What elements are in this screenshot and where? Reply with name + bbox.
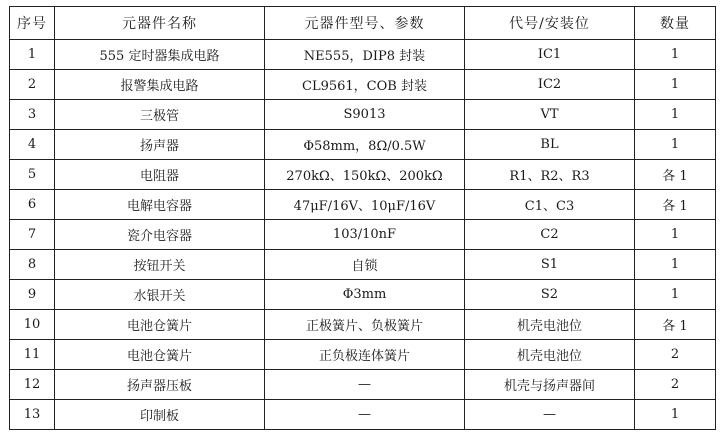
cell-name: 三极管 [55,100,265,130]
header-model-params: 元器件型号、参数 [265,7,465,40]
cell-designator: IC1 [465,40,635,70]
table-header-row [10,7,716,40]
cell-model: NE555，DIP8 封装 [265,40,465,70]
cell-name: 电池仓簧片 [55,340,265,370]
cell-designator: 机壳与扬声器间 [465,370,635,400]
cell-index: 5 [10,160,55,190]
cell-model: 47μF/16V、10μF/16V [265,190,465,220]
cell-designator: IC2 [465,70,635,100]
cell-model: — [265,370,465,400]
cell-model: Φ3mm [265,280,465,310]
cell-model: 103/10nF [265,220,465,250]
cell-model: CL9561，COB 封装 [265,70,465,100]
table-row [10,190,716,220]
cell-index: 2 [10,70,55,100]
header-quantity: 数量 [635,7,716,40]
cell-quantity: 2 [635,370,716,400]
cell-quantity: 1 [635,130,716,160]
cell-quantity: 1 [635,250,716,280]
cell-designator: C2 [465,220,635,250]
header-designator: 代号/安装位 [465,7,635,40]
cell-index: 8 [10,250,55,280]
cell-name: 印制板 [55,400,265,430]
cell-designator: 机壳电池位 [465,340,635,370]
cell-designator: C1、C3 [465,190,635,220]
table-row [10,40,716,70]
cell-quantity: 2 [635,340,716,370]
cell-quantity: 1 [635,220,716,250]
table-row [10,250,716,280]
cell-model: — [265,400,465,430]
table-row [10,370,716,400]
table-row [10,400,716,430]
cell-name: 扬声器压板 [55,370,265,400]
cell-name: 电解电容器 [55,190,265,220]
cell-index: 12 [10,370,55,400]
cell-name: 555 定时器集成电路 [55,40,265,70]
cell-designator: S2 [465,280,635,310]
cell-index: 13 [10,400,55,430]
cell-model: 自锁 [265,250,465,280]
components-table [9,6,716,430]
cell-quantity: 1 [635,280,716,310]
table-row [10,340,716,370]
cell-index: 1 [10,40,55,70]
cell-quantity: 各 1 [635,160,716,190]
cell-index: 10 [10,310,55,340]
cell-model: S9013 [265,100,465,130]
cell-designator: R1、R2、R3 [465,160,635,190]
cell-model: 正极簧片、负极簧片 [265,310,465,340]
cell-index: 11 [10,340,55,370]
cell-index: 4 [10,130,55,160]
cell-model: 270kΩ、150kΩ、200kΩ [265,160,465,190]
cell-designator: BL [465,130,635,160]
cell-quantity: 1 [635,100,716,130]
cell-quantity: 1 [635,40,716,70]
cell-model: 正负极连体簧片 [265,340,465,370]
cell-designator: S1 [465,250,635,280]
cell-index: 7 [10,220,55,250]
cell-quantity: 1 [635,400,716,430]
cell-quantity: 1 [635,70,716,100]
cell-quantity: 各 1 [635,190,716,220]
cell-name: 扬声器 [55,130,265,160]
cell-index: 3 [10,100,55,130]
table-row [10,160,716,190]
table-row [10,100,716,130]
table-row [10,220,716,250]
table-row [10,310,716,340]
table-row [10,70,716,100]
cell-designator: 机壳电池位 [465,310,635,340]
header-index: 序号 [10,7,55,40]
cell-quantity: 各 1 [635,310,716,340]
cell-model: Φ58mm，8Ω/0.5W [265,130,465,160]
table-row [10,130,716,160]
cell-index: 6 [10,190,55,220]
cell-name: 电阻器 [55,160,265,190]
cell-designator: VT [465,100,635,130]
cell-name: 水银开关 [55,280,265,310]
cell-name: 电池仓簧片 [55,310,265,340]
table-row [10,280,716,310]
header-component-name: 元器件名称 [55,7,265,40]
cell-name: 按钮开关 [55,250,265,280]
cell-name: 报警集成电路 [55,70,265,100]
cell-index: 9 [10,280,55,310]
cell-name: 瓷介电容器 [55,220,265,250]
cell-designator: — [465,400,635,430]
